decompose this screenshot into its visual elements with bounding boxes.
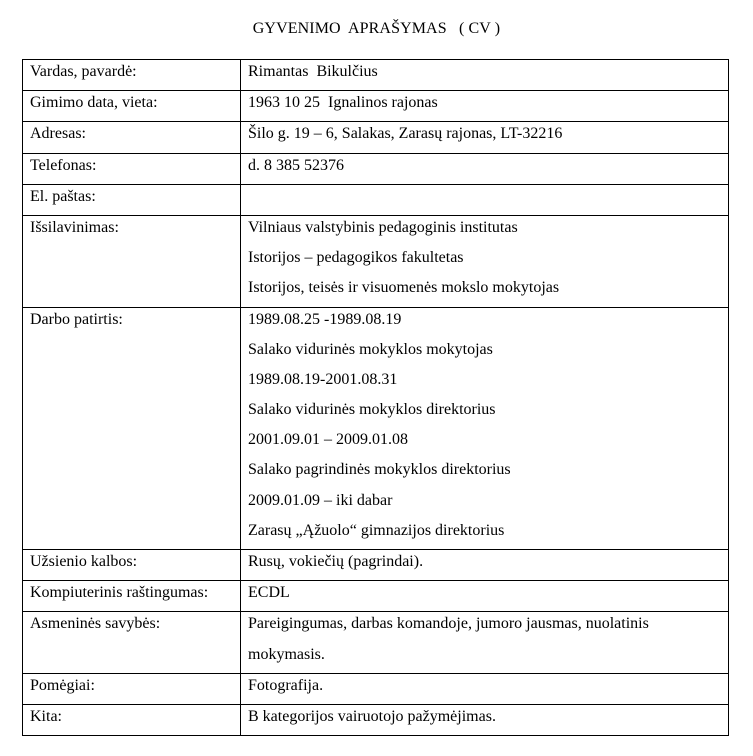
row-value: d. 8 385 52376 [248, 156, 344, 174]
row-value: ECDL [248, 584, 290, 602]
row-value-cell [241, 153, 729, 184]
row-value: 1963 10 25 Ignalinos rajonas [248, 94, 438, 112]
row-label: Išsilavinimas: [30, 218, 119, 236]
row-label: El. paštas: [30, 187, 96, 205]
row-value-cell [241, 673, 729, 704]
row-value-line: Vilniaus valstybinis pedagoginis institutas [248, 218, 518, 236]
row-label-cell [23, 60, 241, 91]
row-value-line: 1989.08.25 -1989.08.19 [248, 310, 402, 328]
row-label: Pomėgiai: [30, 676, 95, 694]
table-row-birth [23, 91, 729, 122]
row-value-cell [241, 581, 729, 612]
row-value-cell [241, 612, 729, 673]
row-value-line: Pareigingumas, darbas komandoje, jumoro jausmas, nuolatinis [248, 615, 649, 633]
row-label: Kita: [30, 707, 62, 725]
row-value-line: 2009.01.09 – iki dabar [248, 491, 393, 509]
row-label: Darbo patirtis: [30, 310, 123, 328]
row-value: Šilo g. 19 – 6, Salakas, Zarasų rajonas, LT-32216 [248, 125, 563, 143]
row-label-cell [23, 612, 241, 673]
row-value-cell [241, 122, 729, 153]
table-row-languages [23, 550, 729, 581]
row-value-line: Istorijos – pedagogikos fakultetas [248, 249, 464, 267]
row-value-line: Istorijos, teisės ir visuomenės mokslo mokytojas [248, 279, 560, 297]
table-row-education [23, 215, 729, 307]
row-label-cell [23, 91, 241, 122]
row-label-cell [23, 122, 241, 153]
row-value: Rusų, vokiečių (pagrindai). [248, 553, 424, 570]
row-value-line: Salako vidurinės mokyklos mokytojas [248, 340, 493, 358]
row-value: Rimantas Bikulčius [248, 63, 378, 80]
row-value [248, 182, 722, 212]
row-label-cell [23, 215, 241, 307]
table-row-email [23, 184, 729, 215]
row-value-line: 1989.08.19-2001.08.31 [248, 370, 398, 388]
row-label-cell [23, 673, 241, 704]
table-row-hobbies [23, 673, 729, 704]
row-label: Gimimo data, vieta: [30, 94, 158, 112]
row-value-line: mokymasis. [248, 645, 325, 663]
table-row-computer-literacy [23, 581, 729, 612]
table-row-experience [23, 307, 729, 550]
row-label: Telefonas: [30, 156, 97, 174]
row-value-cell [241, 307, 729, 550]
document-title: GYVENIMO APRAŠYMAS ( CV ) [252, 20, 501, 37]
table-row-address [23, 122, 729, 153]
row-value-line: Salako pagrindinės mokyklos direktorius [248, 461, 511, 479]
row-value-cell [241, 215, 729, 307]
row-value-line: Zarasų „Ąžuolo“ gimnazijos direktorius [248, 521, 505, 539]
row-value-line: Salako vidurinės mokyklos direktorius [248, 401, 496, 419]
table-row-phone [23, 153, 729, 184]
row-value-cell [241, 550, 729, 581]
table-row-personal-qualities [23, 612, 729, 673]
row-value: Fotografija. [248, 676, 324, 694]
row-value-cell [241, 704, 729, 735]
row-value-cell [241, 91, 729, 122]
row-label: Užsienio kalbos: [30, 553, 138, 570]
table-row-other [23, 704, 729, 735]
row-value-cell [241, 184, 729, 215]
row-label-cell [23, 704, 241, 735]
row-label-cell [23, 153, 241, 184]
cv-table [22, 59, 729, 736]
row-label-cell [23, 550, 241, 581]
row-label: Kompiuterinis raštingumas: [30, 584, 209, 602]
row-label-cell [23, 184, 241, 215]
row-label-cell [23, 581, 241, 612]
row-label: Vardas, pavardė: [30, 63, 137, 80]
row-label: Asmeninės savybės: [30, 615, 161, 633]
row-value: B kategorijos vairuotojo pažymėjimas. [248, 707, 496, 725]
row-value-line: 2001.09.01 – 2009.01.08 [248, 431, 408, 449]
table-row-name [23, 60, 729, 91]
row-label-cell [23, 307, 241, 550]
row-label: Adresas: [30, 125, 86, 143]
row-value-cell [241, 60, 729, 91]
